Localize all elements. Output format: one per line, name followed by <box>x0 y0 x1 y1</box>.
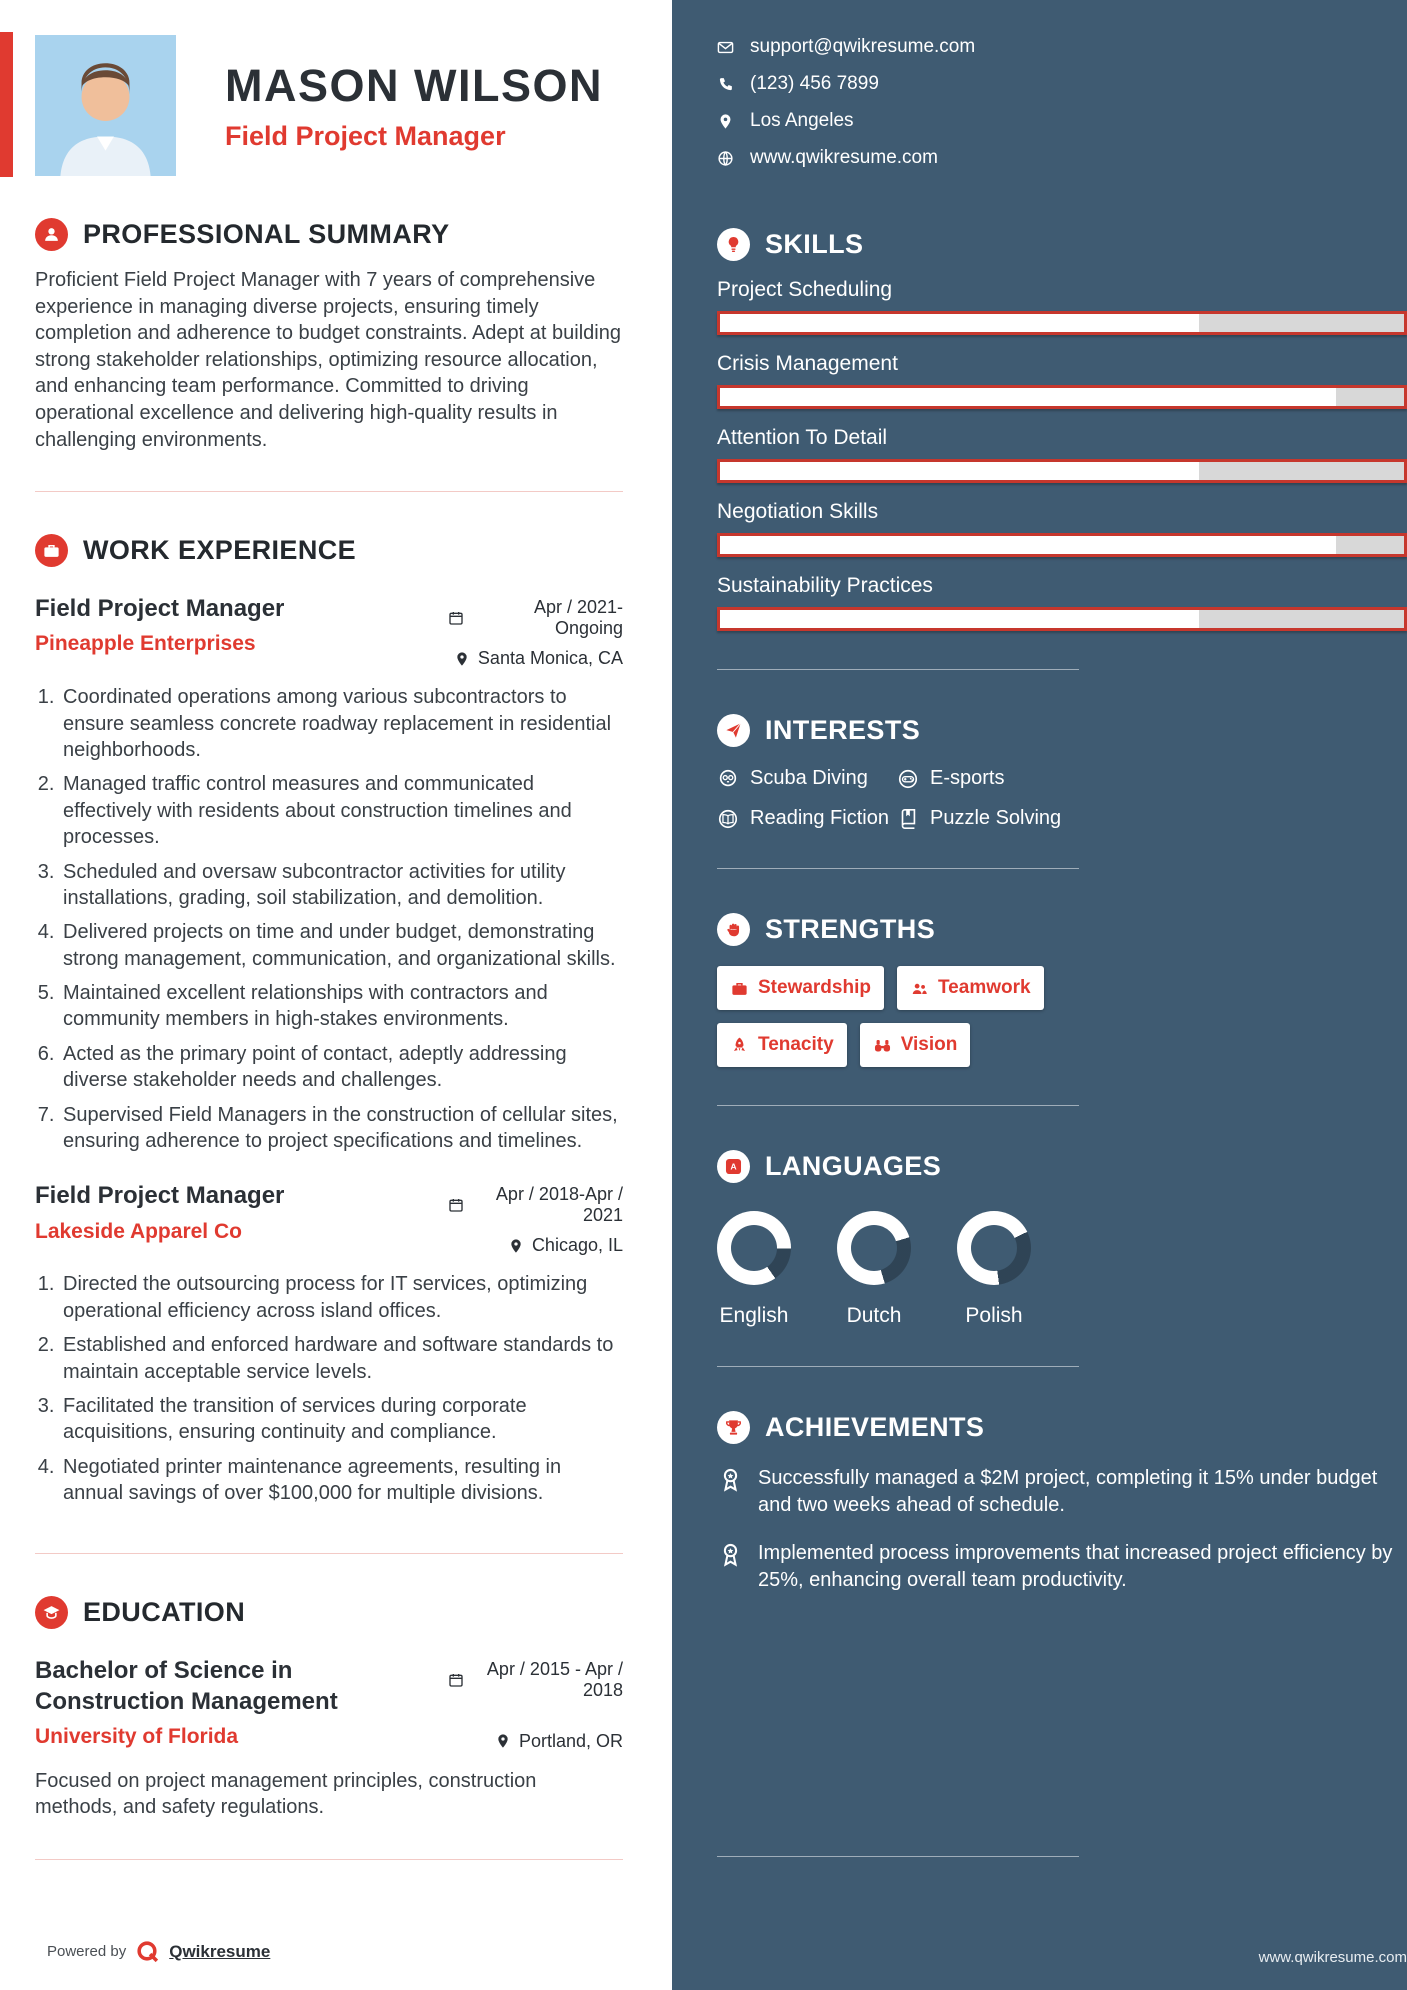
work-heading: WORK EXPERIENCE <box>83 535 357 566</box>
contact-website[interactable] <box>717 147 1407 169</box>
degree: Bachelor of Science in Construction Management <box>35 1656 338 1715</box>
skills-heading-row <box>717 228 1407 261</box>
qwikresume-link[interactable]: Qwikresume <box>169 1941 271 1961</box>
skill-bar-fill <box>720 388 1336 406</box>
job-title: Field Project Manager <box>35 1182 285 1210</box>
job-bullets <box>35 1271 623 1506</box>
skill-label: Project Scheduling <box>717 278 893 301</box>
bullet-item: 6. Acted as the primary point of contact, adeptly addressing diverse stakeholder needs and challenges. <box>60 1041 623 1094</box>
sidebar <box>672 0 1407 1990</box>
strength-label: Vision <box>900 1034 958 1055</box>
contact-location <box>717 110 1407 132</box>
strength-label: Tenacity <box>758 1034 834 1055</box>
summary-heading-row <box>35 218 623 251</box>
language-item <box>957 1211 1031 1328</box>
skill-bar <box>717 385 1407 409</box>
language-item <box>717 1211 791 1328</box>
languages-heading: LANGUAGES <box>765 1151 942 1181</box>
divider <box>35 1553 623 1554</box>
job-entry <box>35 1180 623 1506</box>
lightbulb-icon <box>717 228 750 261</box>
education-description: Focused on project management principles, construction methods, and safety regulations. <box>35 1769 537 1819</box>
language-label: Dutch <box>846 1304 902 1327</box>
skill-label: Attention To Detail <box>717 426 888 449</box>
powered-by-footer <box>35 1939 623 1964</box>
job-header <box>35 593 623 669</box>
skill-bar <box>717 607 1407 631</box>
job-meta <box>448 593 623 669</box>
contact-email-text: support@qwikresume.com <box>750 36 976 57</box>
binoculars-icon <box>873 1036 892 1055</box>
achievement-text: Successfully managed a $2M project, completing it 15% under budget and two weeks ahead of schedule. <box>758 1467 1378 1516</box>
award-icon <box>717 1466 744 1493</box>
language-donut <box>957 1211 1031 1285</box>
interests-heading: INTERESTS <box>765 715 921 745</box>
interests-section <box>717 714 1407 830</box>
interest-item <box>717 767 897 790</box>
sidebar-inner <box>717 36 1407 1966</box>
pin-icon <box>495 1733 511 1749</box>
skill-bar <box>717 533 1407 557</box>
interest-item <box>897 807 1407 830</box>
bullet-item: 7. Supervised Field Managers in the construction of cellular sites, ensuring adherence to project specifications and timelines. <box>60 1102 623 1155</box>
paper-plane-icon <box>717 714 750 747</box>
briefcase-icon <box>730 979 749 998</box>
achievement-item <box>717 1465 1407 1519</box>
bullet-item: 2. Managed traffic control measures and communicated effectively with residents about construction timelines and processes. <box>60 771 623 850</box>
education-dates-text: Apr / 2015 - Apr / 2018 <box>486 1658 623 1700</box>
languages-section <box>717 1150 1407 1328</box>
skill-label: Negotiation Skills <box>717 500 879 523</box>
interest-label: Reading Fiction <box>750 807 889 829</box>
job-dates <box>448 1184 623 1226</box>
job-entry <box>35 593 623 1154</box>
sidebar-divider <box>717 868 1079 869</box>
main-column <box>0 0 672 1990</box>
trophy-icon <box>717 1411 750 1444</box>
education-location-text: Portland, OR <box>518 1730 623 1751</box>
skill-bar-fill <box>720 314 1199 332</box>
languages-row <box>717 1211 1407 1328</box>
job-title: Field Project Manager <box>35 595 285 623</box>
contact-location-text: Los Angeles <box>750 110 854 131</box>
skill-bar-fill <box>720 462 1199 480</box>
skills-heading: SKILLS <box>765 229 864 259</box>
sidebar-divider <box>717 1366 1079 1367</box>
contact-website-text: www.qwikresume.com <box>750 147 938 168</box>
education-section <box>35 1596 623 1821</box>
language-donut <box>837 1211 911 1285</box>
strength-label: Teamwork <box>937 977 1031 998</box>
job-company: Lakeside Apparel Co <box>35 1219 242 1243</box>
skill-item <box>717 352 1407 409</box>
pin-icon <box>508 1238 524 1254</box>
divider <box>35 491 623 492</box>
skill-item <box>717 278 1407 335</box>
education-header <box>35 1655 623 1752</box>
education-location <box>495 1731 623 1752</box>
contact-email[interactable] <box>717 36 1407 58</box>
powered-by-label: Powered by <box>47 1943 127 1960</box>
strengths-heading: STRENGTHS <box>765 914 936 944</box>
bullet-item: 4. Negotiated printer maintenance agreements, resulting in annual savings of over $100,000 for multiple divisions. <box>60 1454 623 1507</box>
job-title-block <box>35 593 284 656</box>
skill-bar-fill <box>720 610 1199 628</box>
skill-bar-fill <box>720 536 1336 554</box>
bullet-item: 2. Established and enforced hardware and software standards to maintain acceptable service levels. <box>60 1332 623 1385</box>
calendar-icon <box>448 1197 464 1213</box>
contact-phone <box>717 73 1407 95</box>
pin-icon <box>454 651 470 667</box>
person-icon <box>35 218 68 251</box>
bullet-item: 3. Facilitated the transition of services during corporate acquisitions, ensuring continuity and compliance. <box>60 1393 623 1446</box>
bullet-item: 5. Maintained excellent relationships with contractors and community members in high-stakes environments. <box>60 980 623 1033</box>
qwikresume-logo <box>135 1939 160 1964</box>
divider <box>35 1859 623 1860</box>
skill-label: Crisis Management <box>717 352 898 375</box>
open-book-icon <box>717 808 739 830</box>
candidate-name: MASON WILSON <box>225 59 603 111</box>
users-icon <box>910 979 929 998</box>
contact-phone-text: (123) 456 7899 <box>750 73 879 94</box>
accent-stripe <box>0 32 13 177</box>
header-text <box>225 60 603 152</box>
language-donut <box>717 1211 791 1285</box>
bullet-item: 1. Coordinated operations among various subcontractors to ensure seamless concrete roadway replacement in residential neighborhoods. <box>60 684 623 763</box>
gamepad-icon <box>897 768 919 790</box>
summary-section <box>35 218 623 453</box>
interest-label: Puzzle Solving <box>930 807 1062 829</box>
site-url-link[interactable]: www.qwikresume.com <box>1258 1949 1407 1966</box>
job-meta <box>448 1180 623 1256</box>
bullet-item: 3. Scheduled and oversaw subcontractor activities for utility installations, grading, soil stabilization, and demolition. <box>60 859 623 912</box>
job-dates-text: Apr / 2018-Apr / 2021 <box>495 1184 623 1226</box>
achievement-text: Implemented process improvements that increased project efficiency by 25%, enhancing overall team productivity. <box>758 1542 1393 1591</box>
contact-block <box>717 36 1407 184</box>
achievements-heading: ACHIEVEMENTS <box>765 1412 985 1442</box>
job-location <box>454 648 623 669</box>
profile-photo-illustration <box>35 35 176 176</box>
envelope-icon <box>717 39 734 56</box>
pin-icon <box>717 113 734 130</box>
job-dates <box>448 597 623 639</box>
fist-icon <box>717 913 750 946</box>
languages-heading-row <box>717 1150 1407 1183</box>
language-label: English <box>719 1304 789 1327</box>
strength-chip <box>717 1023 847 1067</box>
bullet-item: 4. Delivered projects on time and under budget, demonstrating strong management, communication, and organizational skills. <box>60 919 623 972</box>
svg-text:A: A <box>730 1161 737 1172</box>
skill-item <box>717 574 1407 631</box>
globe-icon <box>717 150 734 167</box>
strengths-chips <box>717 966 1073 1067</box>
sidebar-divider <box>717 669 1079 670</box>
education-title-block <box>35 1655 436 1749</box>
work-heading-row <box>35 534 623 567</box>
strength-chip <box>717 966 884 1010</box>
graduation-cap-icon <box>35 1596 68 1629</box>
strengths-section <box>717 913 1407 1067</box>
profile-photo <box>35 35 176 176</box>
language-item <box>837 1211 911 1328</box>
education-heading: EDUCATION <box>83 1596 246 1627</box>
job-location-text: Santa Monica, CA <box>477 648 623 669</box>
skill-item <box>717 500 1407 557</box>
job-company: Pineapple Enterprises <box>35 632 256 656</box>
bullet-item: 1. Directed the outsourcing process for IT services, optimizing operational efficiency across island offices. <box>60 1271 623 1324</box>
interest-label: E-sports <box>930 767 1005 789</box>
achievement-item <box>717 1540 1407 1594</box>
translate-icon <box>717 1150 750 1183</box>
job-bullets <box>35 684 623 1154</box>
interest-item <box>897 767 1407 790</box>
education-meta <box>448 1655 623 1752</box>
interests-heading-row <box>717 714 1407 747</box>
skill-bar <box>717 311 1407 335</box>
education-heading-row <box>35 1596 623 1629</box>
book-icon <box>897 808 919 830</box>
skill-bar <box>717 459 1407 483</box>
job-dates-text: Apr / 2021-Ongoing <box>533 597 623 639</box>
strength-label: Stewardship <box>758 977 871 998</box>
work-section <box>35 534 623 1514</box>
sidebar-divider <box>717 1105 1079 1106</box>
strength-chip <box>897 966 1044 1010</box>
job-location <box>508 1235 623 1256</box>
skill-label: Sustainability Practices <box>717 574 933 597</box>
calendar-icon <box>448 610 464 626</box>
summary-heading: PROFESSIONAL SUMMARY <box>83 219 450 249</box>
interest-item <box>717 807 897 830</box>
sidebar-divider <box>717 1856 1079 1857</box>
school: University of Florida <box>35 1724 239 1748</box>
interest-label: Scuba Diving <box>750 767 868 789</box>
phone-icon <box>717 76 734 93</box>
summary-text: Proficient Field Project Manager with 7 years of comprehensive experience in managing diverse projects, ensuring timely completion and adherence to budget constraints. Adept at building strong stakeholder relationships, optimizing resource allocation, and enhancing team performance. Committed to driving operational excellence and delivering high-quality results in challenging environments. <box>35 269 621 451</box>
briefcase-icon <box>35 534 68 567</box>
rocket-icon <box>730 1036 749 1055</box>
education-dates <box>448 1659 623 1701</box>
skill-item <box>717 426 1407 483</box>
achievements-section <box>717 1411 1407 1594</box>
job-header <box>35 1180 623 1256</box>
sidebar-footer <box>717 1818 1407 1966</box>
candidate-title: Field Project Manager <box>225 120 506 151</box>
strength-chip <box>860 1023 971 1067</box>
skills-section <box>717 228 1407 631</box>
achievements-heading-row <box>717 1411 1407 1444</box>
interests-grid <box>717 767 1407 830</box>
header <box>35 35 623 176</box>
award-icon <box>717 1541 744 1568</box>
scuba-mask-icon <box>717 768 739 790</box>
job-location-text: Chicago, IL <box>531 1235 623 1256</box>
calendar-icon <box>448 1672 464 1688</box>
job-title-block <box>35 1180 284 1243</box>
strengths-heading-row <box>717 913 1407 946</box>
language-label: Polish <box>965 1304 1023 1327</box>
